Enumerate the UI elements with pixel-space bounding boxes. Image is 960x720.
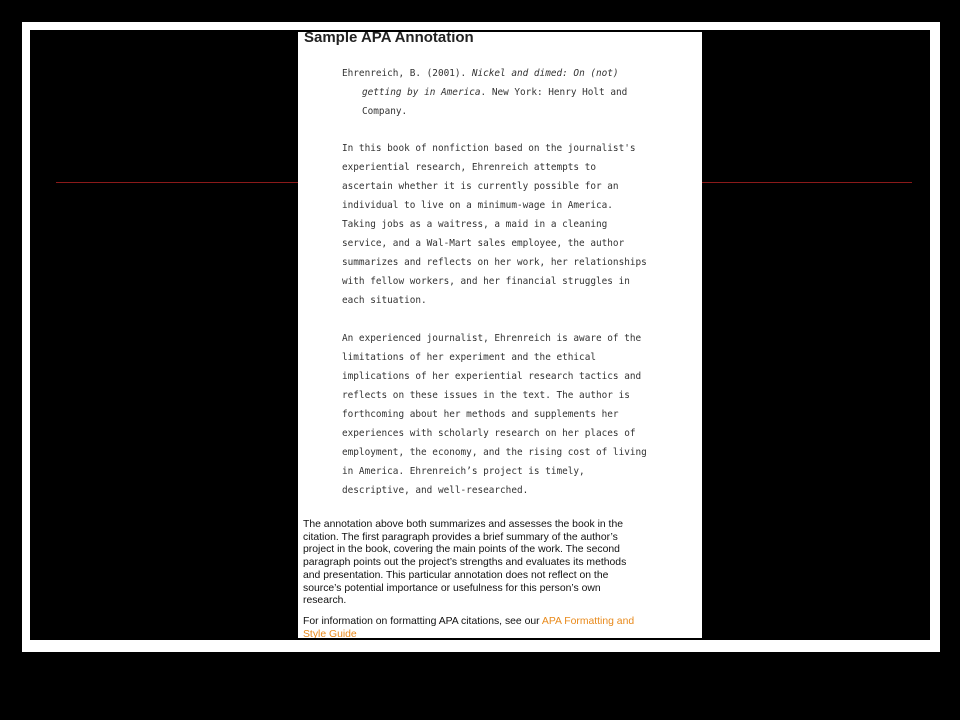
paragraph-line: employment, the economy, and the rising cost of living xyxy=(342,447,647,458)
info-text: For information on formatting APA citations, see our xyxy=(303,616,542,627)
citation-author-year: Ehrenreich, B. (2001). xyxy=(342,68,472,79)
citation-line-1 xyxy=(342,64,627,83)
paragraph-line: with fellow workers, and her financial struggles in xyxy=(342,276,630,287)
info-paragraph xyxy=(303,616,695,638)
paragraph-line: each situation. xyxy=(342,295,427,306)
explanation-line: source’s potential importance or usefulness for this person’s own xyxy=(303,582,601,594)
annotation-document xyxy=(298,32,702,638)
paragraph-line: In this book of nonfiction based on the journalist's xyxy=(342,143,636,154)
paragraph-line: ascertain whether it is currently possible for an xyxy=(342,181,619,192)
paragraph-line: descriptive, and well-researched. xyxy=(342,485,529,496)
citation xyxy=(342,64,627,121)
explanation-line: paragraph points out the project’s strengths and evaluates its methods xyxy=(303,557,627,569)
apa-guide-link-part-1[interactable]: APA Formatting and xyxy=(541,616,635,627)
citation-line-2 xyxy=(342,83,627,102)
paragraph-line: An experienced journalist, Ehrenreich is aware of the xyxy=(342,333,642,344)
explanation-line: citation. The first paragraph provides a brief summary of the author’s xyxy=(303,531,618,543)
paragraph-line: experiential research, Ehrenreich attempts to xyxy=(342,162,596,173)
citation-publisher: . New York: Henry Holt and xyxy=(480,87,628,98)
explanation-line: and presentation. This particular annotation does not reflect on the xyxy=(303,569,609,581)
apa-guide-link-part-2[interactable]: Style Guide xyxy=(303,628,357,638)
paragraph-line: limitations of her experiment and the ethical xyxy=(342,352,596,363)
citation-title-part-1: Nickel and dimed: On (not) xyxy=(471,68,619,79)
annotation-paragraph-1 xyxy=(342,139,647,310)
paragraph-line: forthcoming about her methods and supplements her xyxy=(342,409,619,420)
explanation-line: project in the book, covering the main points of the work. The second xyxy=(303,544,620,556)
paragraph-line: summarizes and reflects on her work, her relationships xyxy=(342,257,647,268)
explanation-line: The annotation above both summarizes and assesses the book in the xyxy=(303,519,623,530)
explanation-paragraph xyxy=(303,519,695,608)
info-line-2 xyxy=(303,629,695,638)
citation-line-3: Company. xyxy=(362,106,408,117)
explanation-line: research. xyxy=(303,595,347,607)
paragraph-line: reflects on these issues in the text. The author is xyxy=(342,390,630,401)
document-title: Sample APA Annotation xyxy=(304,32,474,46)
paragraph-line: implications of her experiential research tactics and xyxy=(342,371,642,382)
annotation-paragraph-2 xyxy=(342,329,647,500)
citation-title-part-2: getting by in America xyxy=(362,87,481,98)
info-line-1 xyxy=(303,616,695,629)
paragraph-line: in America. Ehrenreich’s project is timely, xyxy=(342,466,585,477)
paragraph-line: individual to live on a minimum-wage in America. xyxy=(342,200,613,211)
paragraph-line: experiences with scholarly research on her places of xyxy=(342,428,636,439)
paragraph-line: service, and a Wal-Mart sales employee, the author xyxy=(342,238,625,249)
paragraph-line: Taking jobs as a waitress, a maid in a cleaning xyxy=(342,219,608,230)
